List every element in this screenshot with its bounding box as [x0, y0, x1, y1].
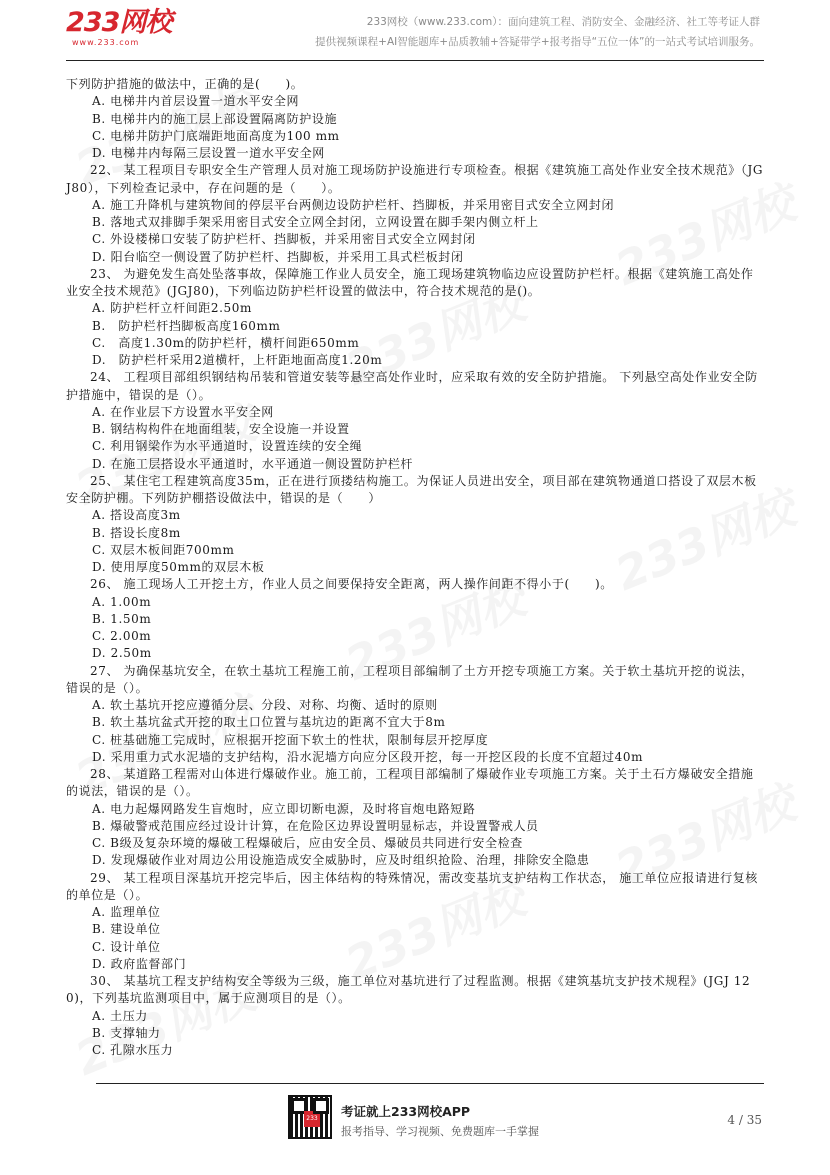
question-stem: 29、 某工程项目深基坑开挖完毕后，因主体结构的特殊情况，需改变基坑支护结构工作状态， 施工单位应报请进行复核的单位是（）。: [66, 870, 758, 902]
answer-option: C. B级及复杂环境的爆破工程爆破后，应由安全员、爆破员共同进行安全检查: [92, 836, 523, 850]
answer-option: C. 2.00m: [92, 629, 152, 643]
answer-option: A. 监理单位: [92, 905, 161, 919]
answer-option: A. 软土基坑开挖应遵循分层、分段、对称、均衡、适时的原则: [92, 698, 438, 712]
answer-option: D. 采用重力式水泥墙的支护结构，沿水泥墙方向应分区段开挖，每一开挖区段的长度不宜超过40m: [92, 749, 644, 764]
answer-option: D. 政府监督部门: [92, 956, 187, 971]
answer-option: A. 搭设高度3m: [92, 508, 181, 523]
question-text: 下列防护措施的做法中，正确的是( )。: [66, 77, 304, 91]
answer-option: C. 设计单位: [92, 939, 161, 954]
answer-option: A. 施工升降机与建筑物间的停层平台两侧边设防护栏杆、挡脚板，并采用密目式安全立网封闭: [92, 197, 615, 212]
answer-option: B. 爆破警戒范围应经过设计计算，在危险区边界设置明显标志，并设置警戒人员: [92, 818, 539, 833]
answer-option: B. 1.50m: [92, 611, 152, 626]
answer-option: B. 建设单位: [92, 922, 161, 937]
answer-option: B. 钢结构构件在地面组装，安全设施一并设置: [92, 422, 350, 436]
answer-option: B. 支撑轴力: [92, 1025, 161, 1040]
answer-option: D. 防护栏杆采用2道横杆，上杆距地面高度1.20m: [92, 353, 383, 367]
header-tagline: [315, 12, 760, 52]
answer-option: A. 电力起爆网路发生盲炮时，应立即切断电源，及时将盲炮电路短路: [92, 801, 476, 816]
answer-option: A. 土压力: [92, 1008, 148, 1023]
answer-option: C. 利用钢梁作为水平通道时，设置连续的安全绳: [92, 439, 363, 454]
answer-option: B. 落地式双排脚手架采用密目式安全立网全封闭，立网设置在脚手架内侧立杆上: [92, 215, 539, 229]
footer-divider: [96, 1083, 764, 1084]
answer-option: D. 2.50m: [92, 646, 152, 661]
logo-text: 233网校: [66, 7, 172, 38]
qr-code-icon[interactable]: [288, 1095, 332, 1139]
answer-option: C. 外设楼梯口安装了防护栏杆、挡脚板，并采用密目式安全立网封闭: [92, 232, 476, 247]
answer-option: D. 使用厚度50mm的双层木板: [92, 560, 265, 574]
qr-badge: 233: [304, 1111, 320, 1127]
question-stem: 28、 某道路工程需对山体进行爆破作业。施工前，工程项目部编制了爆破作业专项施工方案。关于土石方爆破安全措施的说法，错误的是（）。: [66, 767, 754, 799]
app-promo-subtitle: 报考指导、学习视频、免费题库一手掌握: [341, 1125, 539, 1138]
answer-option: C. 高度1.30m的防护栏杆，横杆间距650mm: [92, 335, 360, 350]
answer-option: D. 电梯井内每隔三层设置一道水平安全网: [92, 146, 325, 160]
answer-option: A. 在作业层下方设置水平安全网: [92, 404, 274, 419]
question-stem: 23、 为避免发生高处坠落事故，保障施工作业人员安全，施工现场建筑物临边应设置防护栏杆。根据《建筑施工高处作业安全技术规范》(JGJ80)，下列临边防护栏杆设置的做法中，符合技术规范的是()。: [66, 266, 754, 298]
answer-option: D. 发现爆破作业对周边公用设施造成安全威胁时，应及时组织抢险、治理，排除安全隐患: [92, 853, 590, 868]
answer-option: C. 孔隙水压力: [92, 1043, 174, 1057]
question-stem: 25、 某住宅工程建筑高度35m，正在进行顶搂结构施工。为保证人员进出安全，项目部在建筑物通道口搭设了双层木板安全防护棚。下列防护棚搭设做法中，错误的是（ ）: [66, 473, 757, 505]
question-stem: 30、 某基坑工程支护结构安全等级为三级，施工单位对基坑进行了过程监测。根据《建筑基坑支护技术规程》(JGJ 120)，下列基坑监测项目中，属于应测项目的是（）。: [66, 974, 751, 1006]
answer-option: C. 桩基础施工完成时，应根据开挖面下软土的性状，限制每层开挖厚度: [92, 732, 489, 747]
answer-option: C. 电梯井防护门底端距地面高度为100 mm: [92, 128, 340, 143]
question-stem: 26、 施工现场人工开挖土方，作业人员之间要保持安全距离，两人操作间距不得小于( )。: [90, 577, 613, 592]
answer-option: B. 软土基坑盆式开挖的取土口位置与基坑边的距离不宜大于8m: [92, 715, 446, 730]
answer-option: C. 双层木板间距700mm: [92, 542, 235, 557]
answer-option: B. 搭设长度8m: [92, 525, 181, 540]
answer-option: A. 电梯井内首层设置一道水平安全网: [92, 94, 300, 109]
answer-option: A. 防护栏杆立杆间距2.50m: [92, 301, 252, 316]
page-number: 4 / 35: [727, 1113, 762, 1127]
page-header: [0, 0, 830, 62]
answer-option: B. 电梯井内的施工层上部设置隔离防护设施: [92, 111, 338, 126]
document-body: [66, 76, 766, 1059]
answer-option: D. 在施工层搭设水平通道时，水平通道一侧设置防护栏杆: [92, 456, 414, 471]
answer-option: D. 阳台临空一侧设置了防护栏杆、挡脚板，并采用工具式栏板封闭: [92, 249, 464, 264]
header-line-2: 提供视频课程+AI智能题库+品质教辅+答疑带学+报考指导“五位一体”的一站式考试培训服务。: [315, 36, 760, 48]
question-stem: 22、 某工程项目专职安全生产管理人员对施工现场防护设施进行专项检查。根据《建筑施工高处作业安全技术规范》（JGJ80），下列检查记录中，存在问题的是（ ）。: [66, 163, 764, 195]
app-promo-title: 考证就上233网校APP: [341, 1104, 471, 1119]
header-divider: [66, 60, 764, 61]
question-stem: 27、 为确保基坑安全，在软土基坑工程施工前，工程项目部编制了土方开挖专项施工方案。关于软土基坑开挖的说法，错误的是（）。: [66, 663, 754, 695]
question-stem: 24、 工程项目部组织钢结构吊装和管道安装等悬空高处作业时，应采取有效的安全防护措施。 下列悬空高处作业安全防护措施中，错误的是（）。: [66, 370, 758, 402]
answer-option: A. 1.00m: [92, 594, 152, 609]
header-line-1: 233网校（www.233.com）：面向建筑工程、消防安全、金融经济、社工等考证人群: [366, 16, 760, 28]
logo-domain: www.233.com: [72, 38, 140, 47]
answer-option: B. 防护栏杆挡脚板高度160mm: [92, 318, 281, 333]
site-logo[interactable]: [66, 8, 171, 48]
